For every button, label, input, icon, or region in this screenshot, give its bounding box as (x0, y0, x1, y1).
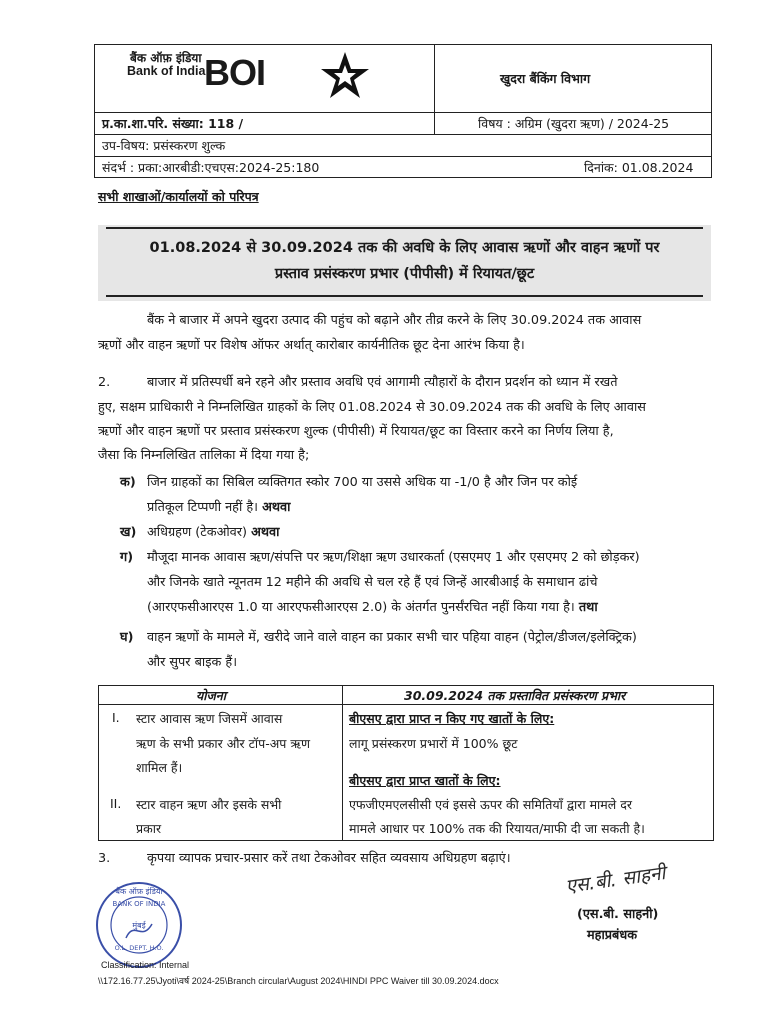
condition-d-line2: और सुपर बाइक हैं। (147, 655, 238, 670)
para3-text: कृपया व्यापक प्रचार-प्रसार करें तथा टेकओवर सहित व्यवसाय अधिग्रहण बढ़ाएं। (147, 851, 511, 866)
circular-number: प्र.का.शा.परि. संख्या: 118 / (102, 116, 244, 131)
para2-number: 2. (98, 375, 111, 390)
reference: संदर्भ : प्रका:आरबीडी:एचएस:2024-25:180 (102, 160, 320, 175)
table-header-scheme: योजना (196, 688, 226, 703)
divider (98, 704, 714, 705)
star-logo-icon (320, 50, 370, 100)
condition-a-label: क) (120, 475, 136, 490)
row2-number: II. (110, 796, 122, 811)
row2-line2: प्रकार (136, 821, 162, 836)
para1-line1: बैंक ने बाजार में अपने खुदरा उत्पाद की पहुंच को बढ़ाने और तीव्र करने के लिए 30.09.2024 तक आवास (147, 313, 642, 328)
divider (106, 227, 703, 229)
divider (106, 295, 703, 297)
file-path: \\172.16.77.25\Jyoti\वर्ष 2024-25\Branch circular\August 2024\HINDI PPC Waiver till 30.09.2024.docx (98, 976, 499, 986)
stamp-middle-text: मुंबई (132, 921, 146, 930)
para2-line1: बाजार में प्रतिस्पर्धी बने रहने और प्रस्ताव अवधि एवं आगामी त्यौहारों के दौरान प्रदर्शन को ध्यान में रखते (147, 375, 618, 390)
bank-name-hindi: बैंक ऑफ़ इंडिया (130, 51, 202, 65)
condition-b-text: अधिग्रहण (टेकओवर) अथवा (147, 525, 280, 540)
signatory-designation: महाप्रबंधक (587, 928, 638, 943)
para1-line2: ऋणों और वाहन ऋणों पर विशेष ऑफर अर्थात् कारोबार कार्यनीतिक छूट देना आरंभ किया है। (98, 338, 525, 353)
condition-a-line1: जिन ग्राहकों का सिबिल व्यक्तिगत स्कोर 700 या उससे अधिक या -1/0 है और जिन पर कोई (147, 475, 578, 490)
date: दिनांक: 01.08.2024 (584, 160, 694, 175)
non-bsa-heading: बीएसए द्वारा प्राप्त न किए गए खातों के लिए: (349, 711, 555, 726)
title-line-1: 01.08.2024 से 30.09.2024 तक की अवधि के लिए आवास ऋणों और वाहन ऋणों पर (149, 240, 660, 256)
row1-line2: ऋण के सभी प्रकार और टॉप-अप ऋण (136, 736, 311, 751)
subject: विषय : अग्रिम (खुदरा ऋण) / 2024-25 (478, 116, 670, 131)
bank-name-english: Bank of India (127, 64, 206, 78)
condition-a-line2: प्रतिकूल टिप्पणी नहीं है। अथवा (147, 500, 291, 515)
row1-line3: शामिल हैं। (136, 760, 183, 775)
divider (94, 134, 712, 135)
divider (94, 112, 712, 113)
bsa-text-line1: एफजीएमएलसीसी एवं इससे ऊपर की समितियाँ द्वारा मामले दर (349, 797, 632, 812)
department: खुदरा बैंकिंग विभाग (500, 71, 591, 86)
table-header-charges: 30.09.2024 तक प्रस्तावित प्रसंस्करण प्रभार (404, 688, 626, 703)
condition-c-label: ग) (120, 550, 134, 565)
para2-line2: हुए, सक्षम प्राधिकारी ने निम्नलिखित ग्राहकों के लिए 01.08.2024 से 30.09.2024 तक की अवधि के लिए आवास (98, 400, 646, 415)
classification-label: Classification: Internal (101, 960, 190, 970)
bsa-text-line2: मामले आधार पर 100% तक की रियायत/माफी दी जा सकती है। (349, 821, 645, 836)
title-line-2: प्रस्ताव प्रसंस्करण प्रभार (पीपीसी) में रियायत/छूट (274, 266, 535, 282)
row1-line1: स्टार आवास ऋण जिसमें आवास (136, 711, 283, 726)
row2-line1: स्टार वाहन ऋण और इसके सभी (136, 797, 282, 812)
condition-d-line1: वाहन ऋणों के मामले में, खरीदे जाने वाले वाहन का प्रकार सभी चार पहिया वाहन (पेट्रोल/डीजल/इलेक्ट्रिक) (147, 630, 637, 645)
condition-c-line3: (आरएफसीआरएस 1.0 या आरएफसीआरएस 2.0) के अंतर्गत पुनर्संरचित नहीं किया गया है। तथा (147, 600, 598, 615)
para2-line4: जैसा कि निम्नलिखित तालिका में दिया गया है; (98, 448, 310, 463)
handwritten-signature: एस.बी. साहनी (564, 862, 667, 898)
condition-d-label: घ) (120, 630, 134, 645)
bsa-heading: बीएसए द्वारा प्राप्त खातों के लिए: (349, 773, 501, 788)
stamp-bottom-text: O.L. DEPT. H.O. (114, 944, 164, 952)
divider (94, 156, 712, 157)
stamp-arc-text: BANK OF INDIA (112, 900, 166, 908)
condition-b-label: ख) (120, 525, 137, 540)
para2-line3: ऋणों और वाहन ऋणों पर प्रस्ताव प्रसंस्करण शुल्क (पीपीसी) में रियायत/छूट का विस्तार करने का निर्णय लिया है, (98, 424, 614, 439)
signatory-name: (एस.बी. साहनी) (577, 907, 659, 922)
scheme-table (98, 685, 714, 841)
divider (342, 685, 343, 841)
non-bsa-text: लागू प्रसंस्करण प्रभारों में 100% छूट (349, 736, 518, 751)
brand-logo: BOI (204, 52, 266, 93)
sub-subject: उप-विषय: प्रसंस्करण शुल्क (102, 138, 226, 153)
row1-number: I. (112, 710, 120, 725)
para3-number: 3. (98, 851, 111, 866)
title-box (98, 225, 711, 301)
stamp-top-text: बैंक ऑफ़ इंडिया (115, 887, 163, 896)
condition-c-line2: और जिनके खाते न्यूनतम 12 महीने की अवधि से चल रहे हैं एवं जिन्हें आरबीआई के समाधान ढांचे (147, 575, 598, 590)
addressee: सभी शाखाओं/कार्यालयों को परिपत्र (98, 189, 259, 204)
bank-stamp (94, 880, 184, 970)
divider (434, 44, 435, 134)
condition-c-line1: मौजूदा मानक आवास ऋण/संपत्ति पर ऋण/शिक्षा ऋण उधारकर्ता (एसएमए 1 और एसएमए 2 को छोड़कर) (147, 550, 640, 565)
